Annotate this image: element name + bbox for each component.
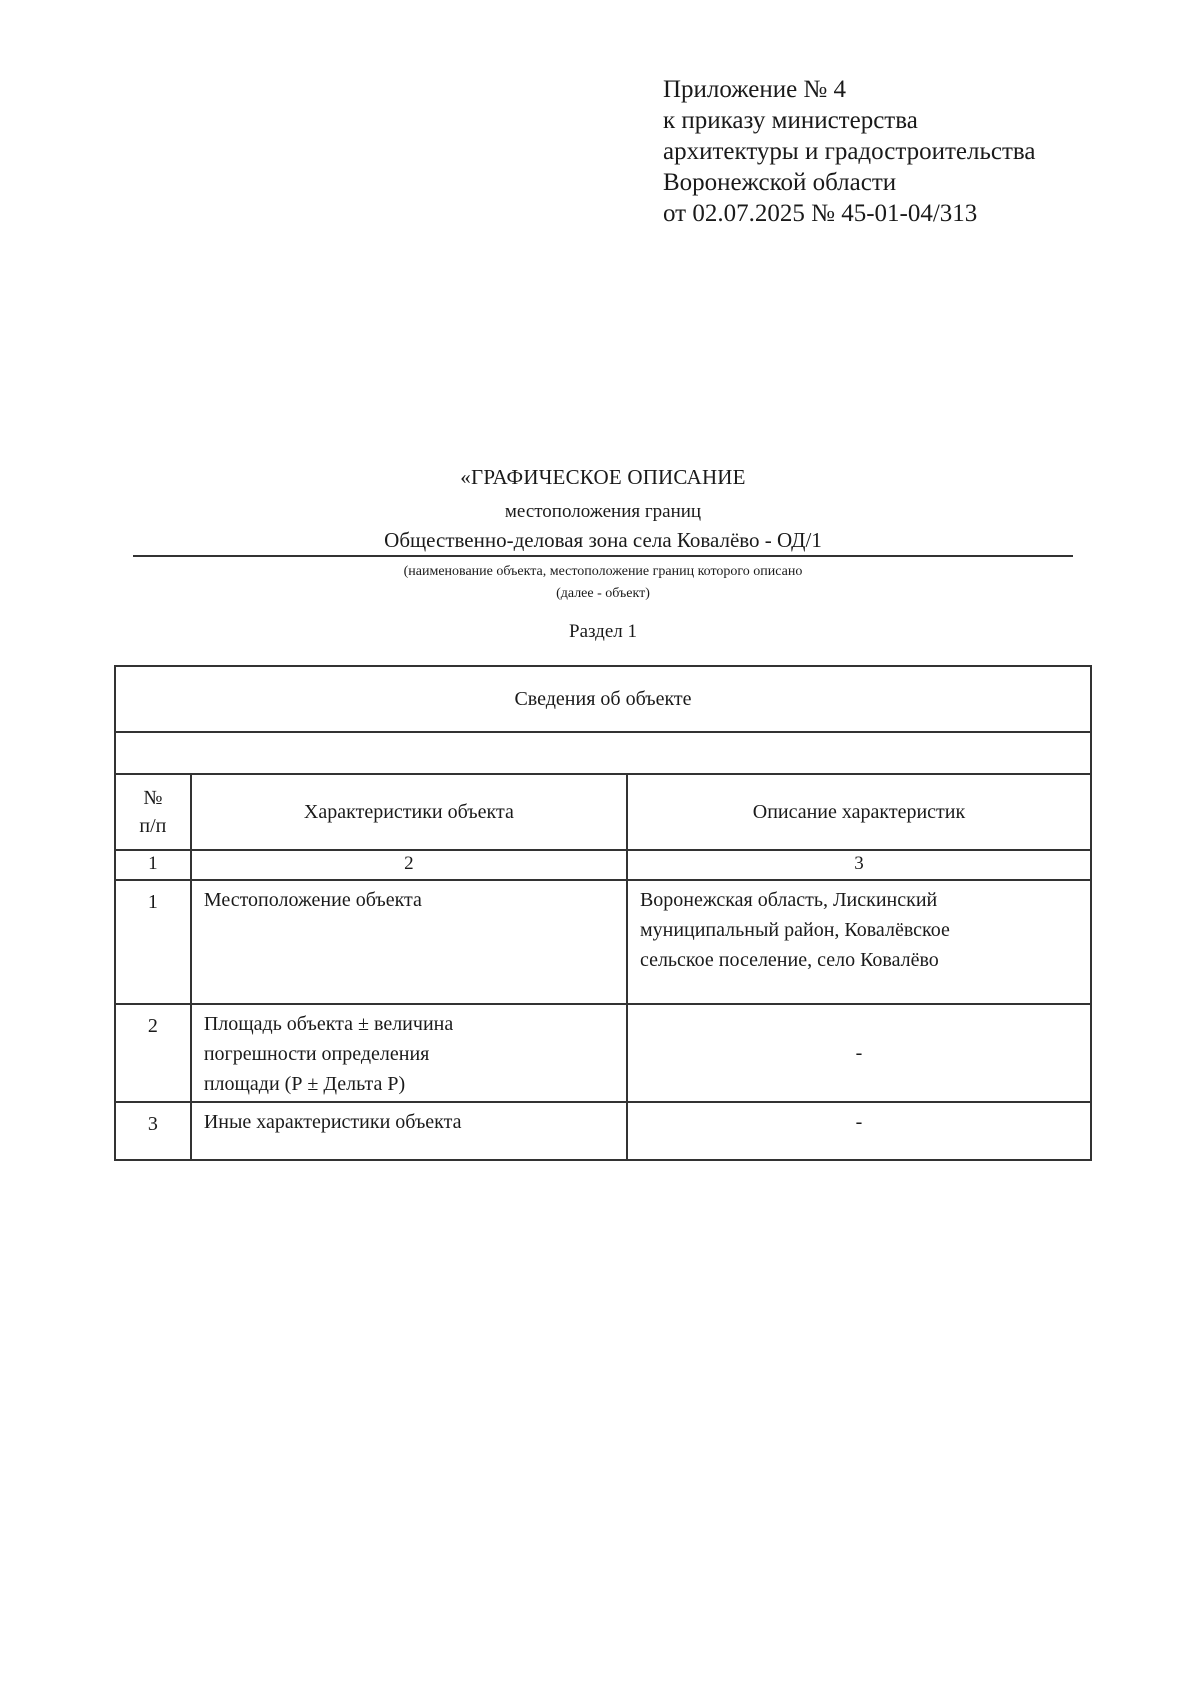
header-num-line: № — [143, 787, 163, 809]
row-characteristic: Иные характеристики объекта — [191, 1102, 627, 1160]
table-caption-row — [115, 666, 1091, 732]
object-name-note — [133, 561, 1073, 605]
object-name-note-line: (далее - объект) — [556, 586, 650, 601]
row-characteristic-line: площади (Р ± Дельта Р) — [203, 1073, 406, 1095]
appendix-line: архитектуры и градостроительства — [663, 138, 1036, 165]
object-name: Общественно-деловая зона села Ковалёво - ОД/1 — [133, 527, 1073, 557]
appendix-line: Приложение № 4 — [663, 76, 847, 103]
row-characteristic — [191, 1004, 627, 1102]
header-num — [115, 774, 191, 850]
table-empty-row — [115, 732, 1091, 774]
row-characteristic-line: Площадь объекта ± величина — [203, 1013, 454, 1035]
row-description: - — [627, 1004, 1091, 1102]
row-description: - — [627, 1102, 1091, 1160]
document-title: «ГРАФИЧЕСКОЕ ОПИСАНИЕ — [460, 465, 746, 489]
row-characteristic-line: погрешности определения — [203, 1043, 430, 1065]
appendix-line: Воронежской области — [663, 169, 897, 196]
document-subtitle: местоположения границ — [504, 501, 702, 522]
appendix-line: к приказу министерства — [663, 107, 918, 134]
table-row — [115, 1004, 1091, 1102]
row-description — [627, 880, 1091, 1004]
table-row — [115, 1102, 1091, 1160]
header-description: Описание характеристик — [627, 774, 1091, 850]
column-number-row — [115, 850, 1091, 880]
section-label: Раздел 1 — [569, 621, 637, 642]
column-number: 1 — [115, 850, 191, 880]
title-block — [133, 463, 1073, 645]
header-characteristics: Характеристики объекта — [191, 774, 627, 850]
column-number: 3 — [627, 850, 1091, 880]
row-number: 2 — [115, 1004, 191, 1102]
table-row — [115, 880, 1091, 1004]
object-info-table — [114, 665, 1092, 1161]
column-number: 2 — [191, 850, 627, 880]
row-description-line: муниципальный район, Ковалёвское — [639, 919, 950, 941]
row-number: 3 — [115, 1102, 191, 1160]
appendix-block — [663, 74, 1035, 229]
header-num-line: п/п — [139, 815, 167, 837]
row-characteristic: Местоположение объекта — [191, 880, 627, 1004]
object-name-note-line: (наименование объекта, местоположение границ которого описано — [403, 564, 803, 579]
row-description-line: сельское поселение, село Ковалёво — [639, 949, 939, 971]
table-header-row — [115, 774, 1091, 850]
table-empty-cell — [115, 732, 1091, 774]
row-description-line: Воронежская область, Лискинский — [639, 889, 938, 911]
row-number: 1 — [115, 880, 191, 1004]
table-caption: Сведения об объекте — [115, 666, 1091, 732]
appendix-line: от 02.07.2025 № 45-01-04/313 — [663, 200, 978, 227]
